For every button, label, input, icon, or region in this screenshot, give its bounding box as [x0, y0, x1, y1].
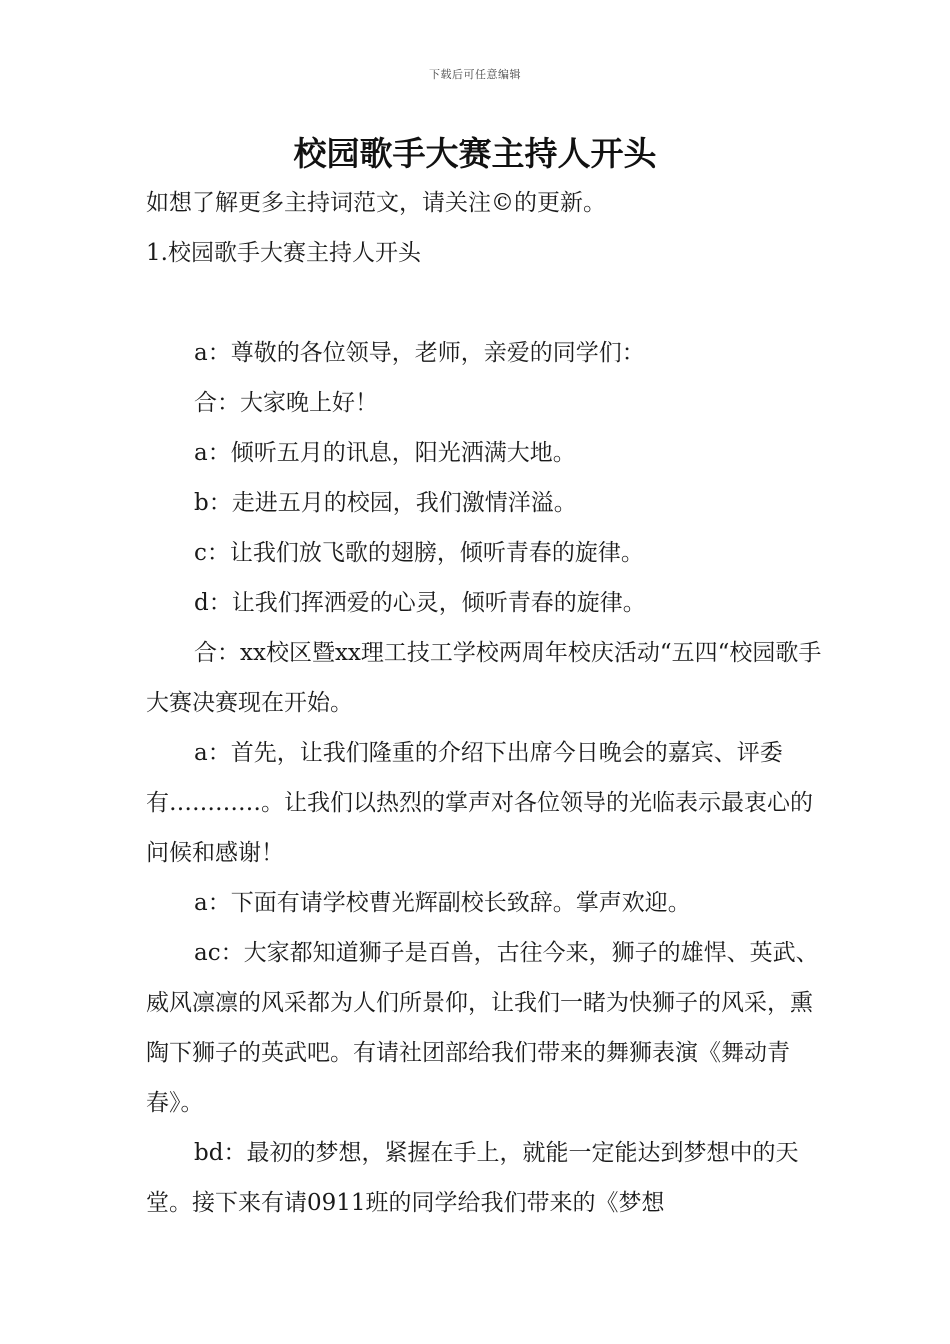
paragraph: c：让我们放飞歌的翅膀，倾听青春的旋律。 [194, 540, 644, 566]
paragraph: a：尊敬的各位领导，老师，亲爱的同学们： [194, 340, 645, 366]
header-note: 下载后可任意编辑 [429, 68, 521, 81]
blank-line [146, 278, 826, 328]
intro-line: 如想了解更多主持词范文，请关注©的更新。 [146, 190, 606, 216]
paragraph: 合：大家晚上好！ [194, 390, 378, 416]
paragraph: a：倾听五月的讯息，阳光洒满大地。 [194, 440, 576, 466]
document-body [146, 178, 826, 1228]
paragraph: 合：xx校区暨xx理工技工学校两周年校庆活动“五四“校园歌手大赛决赛现在开始。 [146, 640, 822, 716]
paragraph: b：走进五月的校园，我们激情洋溢。 [194, 490, 577, 516]
paragraph: a：首先，让我们隆重的介绍下出席今日晚会的嘉宾、评委有…………。让我们以热烈的掌声对各位领导的光临表示最衷心的问候和感谢！ [146, 740, 813, 866]
section-heading: 1.校园歌手大赛主持人开头 [146, 240, 421, 266]
paragraph: ac：大家都知道狮子是百兽，古往今来，狮子的雄悍、英武、威风凛凛的风采都为人们所景仰，让我们一睹为快狮子的风采，熏陶下狮子的英武吧。有请社团部给我们带来的舞狮表演《舞动青春》。 [146, 940, 819, 1116]
document-title: 校园歌手大赛主持人开头 [293, 134, 657, 173]
paragraph: a：下面有请学校曹光辉副校长致辞。掌声欢迎。 [194, 890, 691, 916]
paragraph: d：让我们挥洒爱的心灵，倾听青春的旋律。 [194, 590, 646, 616]
paragraph: bd：最初的梦想，紧握在手上，就能一定能达到梦想中的天堂。接下来有请0911班的同学给我们带来的《梦想 [146, 1140, 799, 1216]
